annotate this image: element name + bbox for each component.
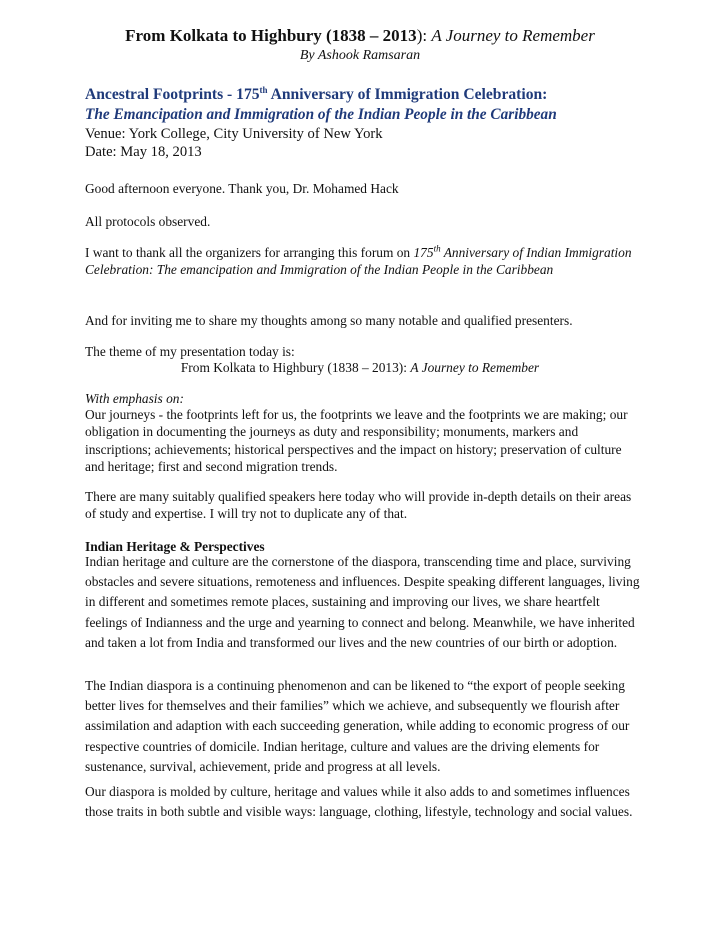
section-heading: Indian Heritage & Perspectives <box>85 539 265 554</box>
emphasis-label: With emphasis on: <box>85 391 184 406</box>
heritage-paragraph-1: Indian heritage and culture are the cornerstone of the diaspora, transcending time and place, surviving obstacles and severe situations, remoteness and influences. Despite speaking different languages, living in different and sometimes remote places, sustaining and improving our lives, we share heartfelt feelings of Indianness and the urge and yearning to connect and belong. Meanwhile, we have inherited and taken a lot from India and transformed our lives and the new countries of our birth or adoption. <box>85 554 640 650</box>
event-heading-sup: th <box>259 84 268 95</box>
title-subtitle: A Journey to Remember <box>431 26 595 45</box>
thanks-ital-pre: 175 <box>413 245 434 260</box>
event-date: Date: May 18, 2013 <box>85 144 202 160</box>
thanks-paragraph <box>85 244 645 279</box>
inviting-text: And for inviting me to share my thoughts among so many notable and qualified presenters. <box>85 313 573 328</box>
greeting-text: Good afternoon everyone. Thank you, Dr. Mohamed Hack <box>85 181 399 196</box>
thanks-sup: th <box>433 243 441 254</box>
theme-intro: The theme of my presentation today is: <box>85 344 295 359</box>
speakers-paragraph: There are many suitably qualified speakers here today who will provide in-depth details on their areas of study and expertise. I will try not to duplicate any of that. <box>85 489 632 522</box>
theme-plain: From Kolkata to Highbury (1838 – 2013): <box>180 360 411 375</box>
protocols-text: All protocols observed. <box>85 214 211 229</box>
event-subheading: The Emancipation and Immigration of the Indian People in the Caribbean <box>85 106 557 123</box>
event-heading <box>85 86 645 103</box>
heritage-paragraph-3: Our diaspora is molded by culture, heritage and values while it also adds to and sometimes influences those traits in both subtle and visible ways: language, clothing, lifestyle, technology and social values. <box>85 784 633 820</box>
document-title <box>0 26 720 46</box>
title-main: From Kolkata to Highbury (1838 – 2013 <box>125 26 417 45</box>
author-byline: By Ashook Ramsaran <box>299 48 421 63</box>
heritage-paragraph-2: The Indian diaspora is a continuing phenomenon and can be likened to “the export of people seeking better lives for themselves and their families” which we achieve, and subsequently we flourish after assimilation and adaption with each succeeding generation, while adding to economic progress of our respective countries of domicile. Indian heritage, culture and values are the driving elements for sustenance, survival, achievement, pride and progress at all levels. <box>85 678 630 774</box>
event-heading-post: Anniversary of Immigration Celebration: <box>267 86 548 103</box>
theme-line <box>0 359 720 376</box>
event-venue: Venue: York College, City University of New York <box>85 126 383 142</box>
title-colon: : <box>422 26 432 45</box>
title-close-paren: ) <box>416 26 423 45</box>
thanks-ital-post: Anniversary of Indian Immigration Celebration: The emancipation and Immigration of the Indian People in the Caribbean <box>85 245 632 278</box>
theme-ital: A Journey to Remember <box>410 360 540 375</box>
event-heading-pre: Ancestral Footprints - 175 <box>85 86 260 103</box>
emphasis-paragraph: Our journeys - the footprints left for us, the footprints we leave and the footprints we are making; our obligation in documenting the journeys as duty and responsibility; monuments, markers and inscriptions; achievements; historical perspectives and the impact on history; preservation of culture and heritage; first and second migration trends. <box>85 407 628 475</box>
thanks-pre: I want to thank all the organizers for arranging this forum on <box>85 245 414 260</box>
